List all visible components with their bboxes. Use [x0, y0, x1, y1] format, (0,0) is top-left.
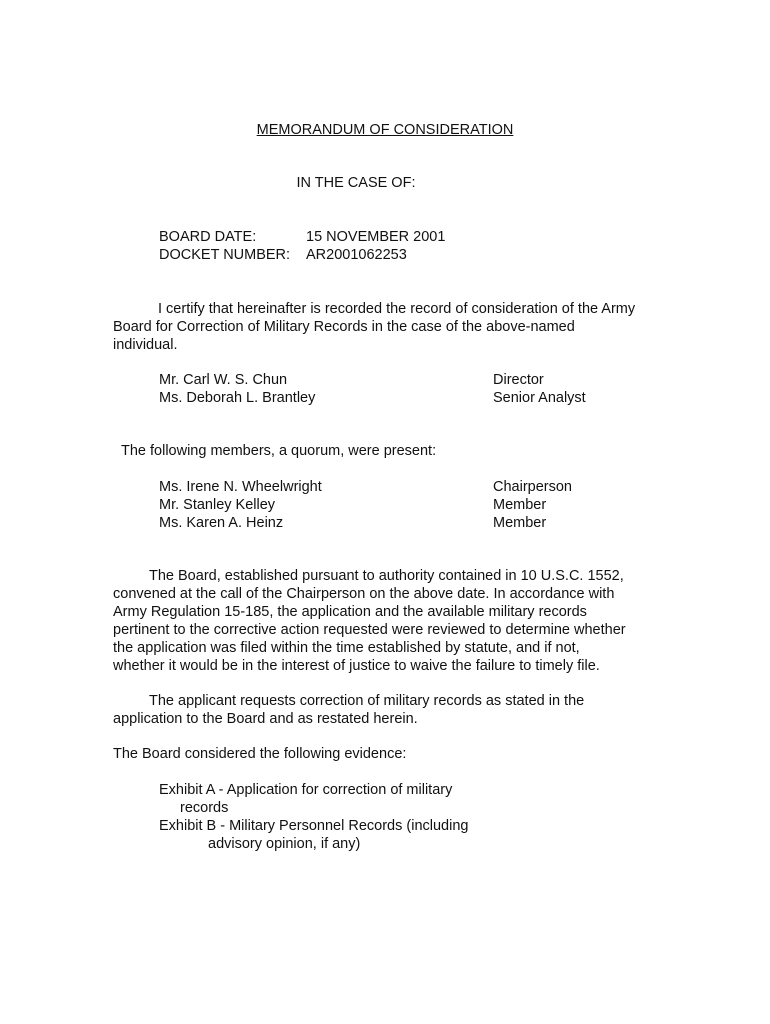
applicant-request-paragraph [113, 692, 673, 728]
certification-line: individual. [113, 337, 178, 353]
staff-name: Ms. Deborah L. Brantley [159, 390, 316, 406]
document-title: MEMORANDUM OF CONSIDERATION [256, 122, 514, 138]
exhibit-a-line: Exhibit A - Application for correction of military [159, 782, 453, 798]
applicant-request-line: application to the Board and as restated herein. [113, 711, 418, 727]
staff-role: Senior Analyst [493, 390, 586, 406]
exhibit-b-line: Exhibit B - Military Personnel Records (including [159, 818, 469, 834]
applicant-request-line: The applicant requests correction of military records as stated in the [149, 693, 585, 709]
member-role: Member [493, 515, 547, 531]
board-authority-line: whether it would be in the interest of justice to waive the failure to timely file. [113, 658, 600, 674]
board-authority-line: The Board, established pursuant to authority contained in 10 U.S.C. 1552, [149, 568, 624, 584]
board-authority-paragraph [113, 567, 673, 675]
board-date-label: BOARD DATE: [159, 229, 257, 245]
staff-role: Director [493, 372, 544, 388]
member-name: Ms. Irene N. Wheelwright [159, 479, 322, 495]
docket-number-label: DOCKET NUMBER: [159, 247, 291, 263]
evidence-intro: The Board considered the following evidence: [113, 746, 407, 762]
member-role: Chairperson [493, 479, 572, 495]
docket-number-value: AR2001062253 [306, 247, 407, 263]
exhibit-a [159, 781, 452, 817]
certification-line: Board for Correction of Military Records in the case of the above-named [113, 319, 575, 335]
member-role: Member [493, 497, 547, 513]
certification-paragraph [113, 300, 673, 354]
board-authority-line: the application was filed within the time established by statute, and if not, [113, 640, 580, 656]
certification-line: I certify that hereinafter is recorded the record of consideration of the Army [158, 301, 636, 317]
case-heading: IN THE CASE OF: [296, 175, 416, 191]
board-authority-line: convened at the call of the Chairperson on the above date. In accordance with [113, 586, 615, 602]
member-name: Ms. Karen A. Heinz [159, 515, 284, 531]
board-authority-line: pertinent to the corrective action requested were reviewed to determine whether [113, 622, 626, 638]
member-name: Mr. Stanley Kelley [159, 497, 276, 513]
exhibit-b [159, 817, 468, 853]
exhibit-b-line: advisory opinion, if any) [208, 836, 361, 852]
board-authority-line: Army Regulation 15-185, the application and the available military records [113, 604, 587, 620]
quorum-statement: The following members, a quorum, were present: [121, 443, 437, 459]
staff-name: Mr. Carl W. S. Chun [159, 372, 288, 388]
board-date-value: 15 NOVEMBER 2001 [306, 229, 446, 245]
exhibit-a-line: records [180, 800, 229, 816]
